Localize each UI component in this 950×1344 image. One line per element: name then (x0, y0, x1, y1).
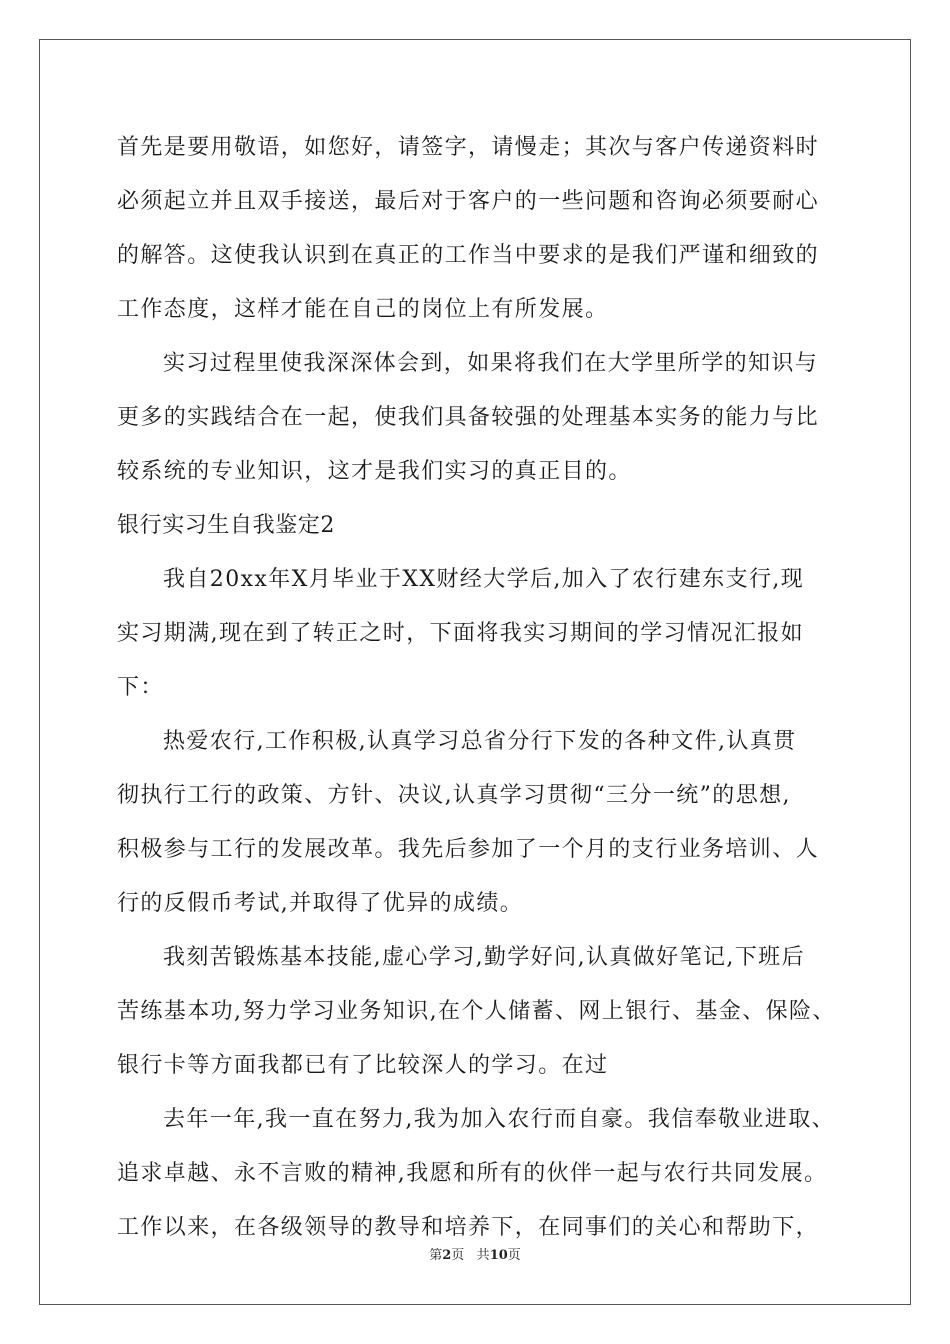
paragraph-line: 下： (117, 675, 164, 700)
paragraph-line: 银行卡等方面我都已有了比较深人的学习。在过 (117, 1053, 609, 1078)
footer-total-prefix: 共 (476, 1248, 490, 1263)
footer-total-suffix: 页 (507, 1248, 521, 1263)
paragraph-line: 的解答。这使我认识到在真正的工作当中要求的是我们严谨和细致的 (117, 243, 820, 268)
paragraph-line: 苦练基本功,努力学习业务知识,在个人储蓄、网上银行、基金、保险、 (117, 999, 836, 1024)
section-heading: 银行实习生自我鉴定2 (117, 513, 335, 538)
paragraph-line: 实习过程里使我深深体会到，如果将我们在大学里所学的知识与 (163, 351, 819, 376)
paragraph-line: 我刻苦锻炼基本技能,虚心学习,勤学好问,认真做好笔记,下班后 (163, 945, 805, 970)
footer-total-pages: 10 (489, 1248, 508, 1263)
paragraph-line: 必须起立并且双手接送，最后对于客户的一些问题和咨询必须要耐心 (117, 189, 820, 214)
paragraph-line: 积极参与工行的发展改革。我先后参加了一个月的支行业务培训、人 (117, 837, 820, 862)
paragraph-line: 较系统的专业知识，这才是我们实习的真正目的。 (117, 459, 632, 484)
footer-current-page: 2 (442, 1248, 452, 1263)
paragraph-line: 去年一年,我一直在努力,我为加入农行而自豪。我信奉敬业进取、 (163, 1107, 835, 1132)
paragraph-line: 行的反假币考试,并取得了优异的成绩。 (117, 891, 524, 916)
paragraph-line: 首先是要用敬语，如您好，请签字，请慢走；其次与客户传递资料时 (117, 135, 820, 160)
footer-page-word: 页 (451, 1248, 465, 1263)
paragraph-line: 彻执行工行的政策、方针、决议,认真学习贯彻“三分一统”的思想, (117, 783, 791, 808)
page-footer (0, 1246, 950, 1266)
paragraph-line: 热爱农行,工作积极,认真学习总省分行下发的各种文件,认真贯 (163, 729, 797, 754)
paragraph-line: 工作态度，这样才能在自己的岗位上有所发展。 (117, 297, 609, 322)
paragraph-line: 我自20xx年X月毕业于XX财经大学后,加入了农行建东支行,现 (163, 567, 805, 592)
paragraph-line: 追求卓越、永不言败的精神,我愿和所有的伙伴一起与农行共同发展。 (117, 1161, 828, 1186)
document-body (117, 126, 837, 1260)
paragraph-line: 实习期满,现在到了转正之时，下面将我实习期间的学习情况汇报如 (117, 621, 804, 646)
footer-prefix: 第 (429, 1248, 443, 1263)
paragraph-line: 更多的实践结合在一起，使我们具备较强的处理基本实务的能力与比 (117, 405, 820, 430)
paragraph-line: 工作以来，在各级领导的教导和培养下，在同事们的关心和帮助下， (117, 1215, 820, 1240)
